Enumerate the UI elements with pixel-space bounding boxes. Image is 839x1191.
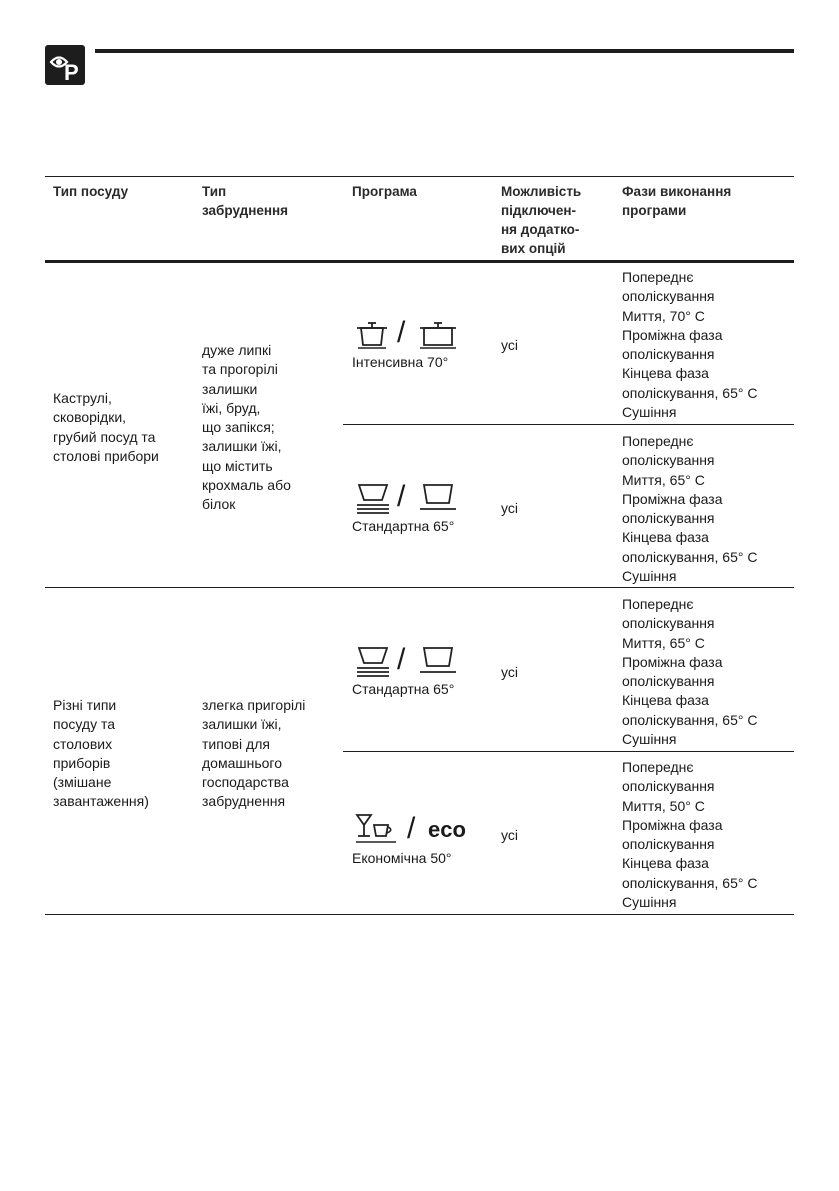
row-3-divider [343,751,794,752]
row-4-phases: Попереднє ополіскування Миття, 50° C Проміжна фаза ополіскування Кінцева фаза ополіскування, 65° C Сушіння [622,759,758,911]
row-1-divider [343,424,794,425]
group-1-divider [45,587,794,588]
separator-slash: / [407,812,416,845]
table-bottom-rule [45,914,794,915]
row-1-options: усі [501,337,518,353]
program-name: Стандартна 65° [352,518,455,534]
pot-icon [354,315,390,349]
header-soil-type: Тип забруднення [202,184,289,218]
group-2-soil-type: злегка пригорілі залишки їжі, типові для домашнього господарства забруднення [202,697,306,810]
program-name: Економічна 50° [352,850,452,866]
table-top-rule [45,176,794,177]
dish-bowl-icon [418,642,458,678]
header-dish-type: Тип посуду [53,184,129,199]
header-divider [45,260,794,263]
svg-text:P: P [64,60,79,85]
group-2-dish-type: Різні типи посуду та столових приборів (змішане завантаження) [53,697,149,810]
dish-stack-icon [354,642,392,678]
row-1-program [352,315,502,372]
header-program: Програма [352,184,417,199]
dish-bowl-icon [418,479,458,515]
program-name: Стандартна 65° [352,681,455,697]
eye-p-icon [45,45,85,85]
separator-slash: / [397,316,406,349]
group-1-dish-type: Каструлі, сковорідки, грубий посуд та столові прибори [53,390,159,464]
row-2-program [352,479,502,536]
header-options: Можливість підключен- ня додатко- вих опцій [501,184,582,256]
row-4-program [352,811,502,868]
glass-cup-icon [354,811,398,845]
eco-icon: eco [428,817,466,842]
row-2-phases: Попереднє ополіскування Миття, 65° C Проміжна фаза ополіскування Кінцева фаза ополіскування, 65° C Сушіння [622,433,758,585]
row-2-options: усі [501,500,518,516]
separator-slash: / [397,480,406,513]
header-phases: Фази виконання програми [622,184,732,218]
dish-stack-icon [354,479,392,515]
row-3-phases: Попереднє ополіскування Миття, 65° C Проміжна фаза ополіскування Кінцева фаза ополіскування, 65° C Сушіння [622,596,758,748]
row-1-phases: Попереднє ополіскування Миття, 70° C Проміжна фаза ополіскування Кінцева фаза ополіскування, 65° C Сушіння [622,269,758,421]
program-name: Інтенсивна 70° [352,354,449,370]
row-4-options: усі [501,827,518,843]
pot-icon [418,315,458,349]
group-1-soil-type: дуже липкі та прогорілі залишки їжі, бруд, що запікся; залишки їжі, що містить крохмаль або білок [202,342,291,513]
row-3-options: усі [501,664,518,680]
separator-slash: / [397,643,406,676]
header-rule [95,49,794,53]
row-3-program [352,642,502,699]
